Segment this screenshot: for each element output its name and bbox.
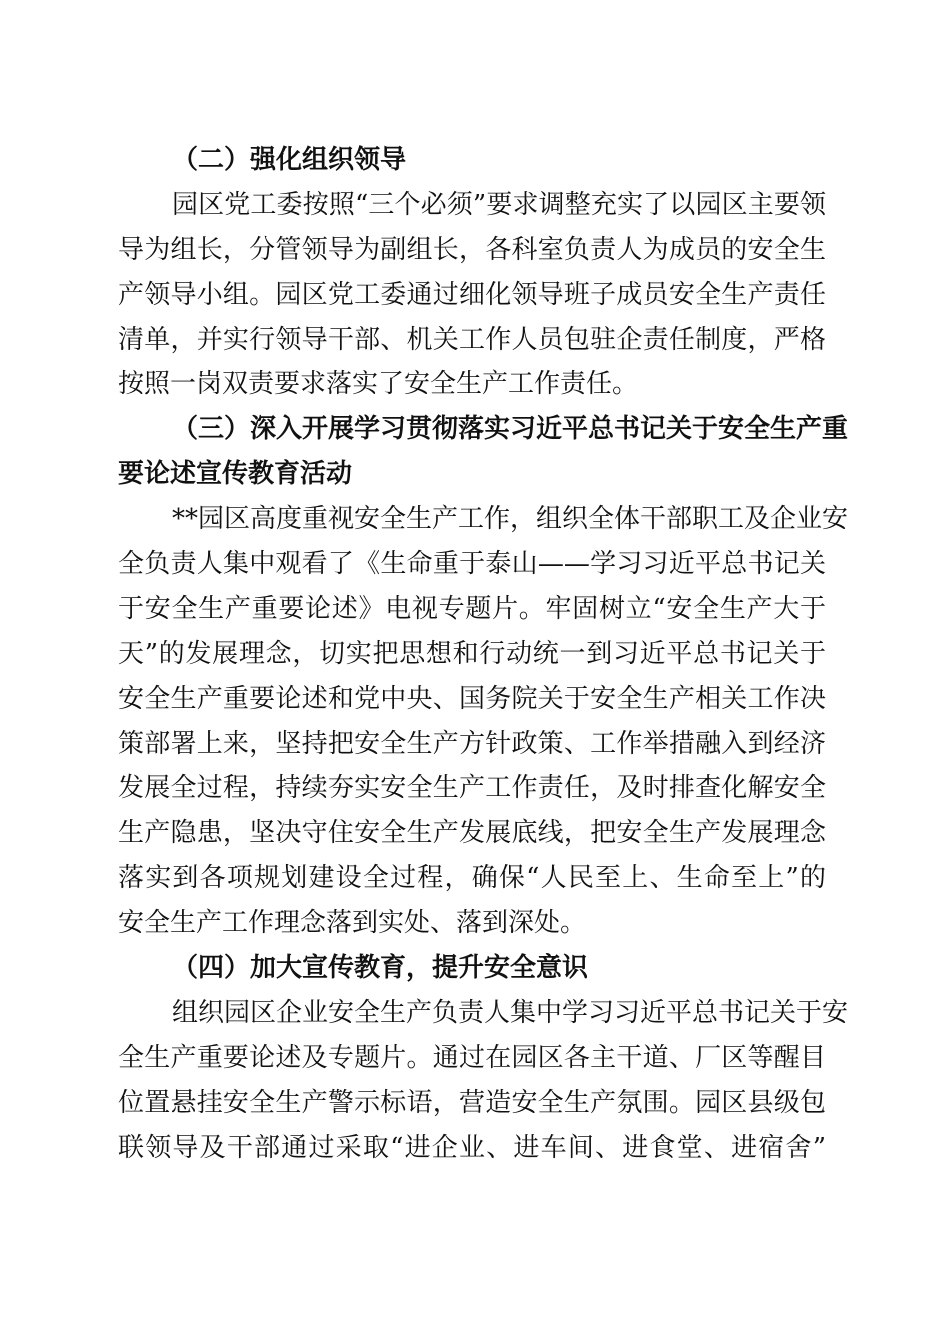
text-line: 导为组长，分管领导为副组长，各科室负责人为成员的安全生 (118, 234, 826, 265)
text-line: 全生产重要论述及专题片。通过在园区各主干道、厂区等醒目 (118, 1042, 826, 1073)
text-line: 产领导小组。园区党工委通过细化领导班子成员安全生产责任 (118, 279, 826, 310)
heading-line: （三）深入开展学习贯彻落实习近平总书记关于安全生产重 (172, 414, 849, 445)
section-heading: （四）加大宣传教育，提升安全意识 (172, 953, 589, 984)
text-line: 按照一岗双责要求落实了安全生产工作责任。 (118, 369, 639, 400)
text-line: 策部署上来，坚持把安全生产方针政策、工作举措融入到经济 (118, 728, 826, 759)
text-line: **园区高度重视安全生产工作，组织全体干部职工及企业安 (172, 504, 849, 535)
text-line: 联领导及干部通过采取“进企业、进车间、进食堂、进宿舍” (118, 1132, 826, 1163)
text-line: 组织园区企业安全生产负责人集中学习习近平总书记关于安 (172, 997, 849, 1028)
text-line: 安全生产工作理念落到实处、落到深处。 (118, 908, 587, 939)
text-line: 发展全过程，持续夯实安全生产工作责任，及时排查化解安全 (118, 773, 826, 804)
text-line: 园区党工委按照“三个必须”要求调整充实了以园区主要领 (172, 189, 826, 220)
text-line: 于安全生产重要论述》电视专题片。牢固树立“安全生产大于 (118, 593, 826, 624)
text-line: 天”的发展理念，切实把思想和行动统一到习近平总书记关于 (118, 638, 826, 669)
document-page (118, 138, 849, 1170)
heading-line: 要论述宣传教育活动 (118, 459, 353, 490)
paragraph (118, 183, 826, 407)
text-line: 全负责人集中观看了《生命重于泰山——学习习近平总书记关 (118, 549, 826, 580)
text-line: 落实到各项规划建设全过程，确保“人民至上、生命至上”的 (118, 863, 826, 894)
paragraph (118, 991, 849, 1171)
text-line: 生产隐患，坚决守住安全生产发展底线，把安全生产发展理念 (118, 818, 826, 849)
paragraph (118, 497, 849, 946)
section-heading: （二）强化组织领导 (172, 145, 407, 175)
text-line: 安全生产重要论述和党中央、国务院关于安全生产相关工作决 (118, 683, 826, 714)
section-heading (118, 407, 849, 497)
text-line: 清单，并实行领导干部、机关工作人员包驻企责任制度，严格 (118, 324, 826, 355)
text-line: 位置悬挂安全生产警示标语，营造安全生产氛围。园区县级包 (118, 1087, 826, 1118)
